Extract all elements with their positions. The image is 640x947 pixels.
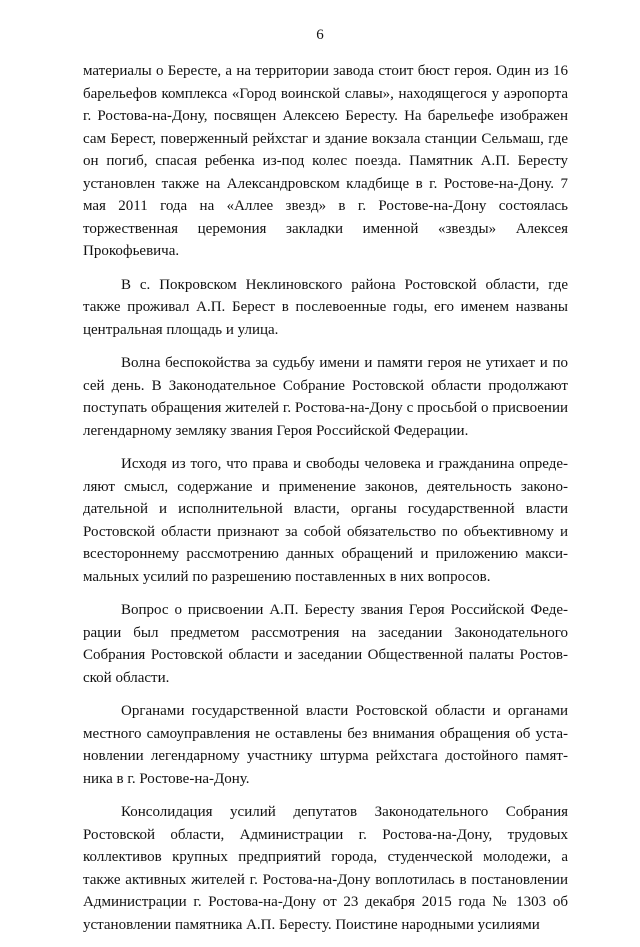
paragraph-pokrovskoe: В с. Покровском Неклиновского района Ростовской области, где также проживал А.П. Берест в послевоенные годы, его именем названы центральная площадь и улица.: [83, 276, 568, 338]
paragraph-consolidation: Консолидация усилий депутатов Законодательного Собрания Ростовской области, Администрации г. Ростова-на-Дону, трудовых коллективов крупных предприятий города, студенческой молодежи, а также активных жителей г. Ростова-на-Дону воплотилась в постановлении Администрации г. Ростова-на-Дону от 23 декабря 2015 года № 1303 об установлении памятника А.П. Бересту. Поистине народными усилиями: [83, 804, 568, 933]
paragraph-monument-appeals: Органами государственной власти Ростовской области и органами местного самоуправления не оставлены без внимания обращения об установлении легендарному участнику штурма рейхстага достойного памятника в г. Ростове-на-Дону.: [83, 703, 568, 787]
paragraph-hero-title-question: Вопрос о присвоении А.П. Бересту звания Героя Российской Федерации был предметом рассмотрения на заседании Законодательного Собрания Ростовской области и заседании Общественной палаты Ростовской области.: [83, 602, 568, 686]
paragraph-appeals: Волна беспокойства за судьбу имени и памяти героя не утихает и по сей день. В Законодательное Собрание Ростовской области продолжают поступать обращения жителей г. Ростова-на-Дону с просьбой о присвоении легендарному земляку звания Героя Российской Федерации.: [83, 355, 568, 439]
paragraph-continuation: материалы о Бересте, а на территории завода стоит бюст героя. Один из 16 барельефов комплекса «Город воинской славы», находящегося у аэропорта г. Ростова-на-Дону, посвящен Алексею Бересту. На барельефе изображен сам Берест, поверженный рейхстаг и здание вокзала станции Сельмаш, где он погиб, спасая ребенка из-под колес поезда. Памятник А.П. Бересту установлен также на Александровском кладбище в г. Ростове-на-Дону. 7 мая 2011 года на «Аллее звезд» в г. Ростове-на-Дону состоялась торжественная церемония закладки именной «звезды» Алексея Прокофьевича.: [83, 63, 568, 259]
page-number: 6: [316, 27, 324, 43]
paragraph-rights-and-freedoms: Исходя из того, что права и свободы человека и гражданина определяют смысл, содержание и применение законов, деятельность законодательной и исполнительной власти, органы государственной власти Ростовской области признают за собой обязательство по объективному и всестороннему рассмотрению данных обращений и приложению максимальных усилий по разрешению поставленных в них вопросов.: [83, 456, 568, 585]
document-body: [83, 60, 568, 947]
